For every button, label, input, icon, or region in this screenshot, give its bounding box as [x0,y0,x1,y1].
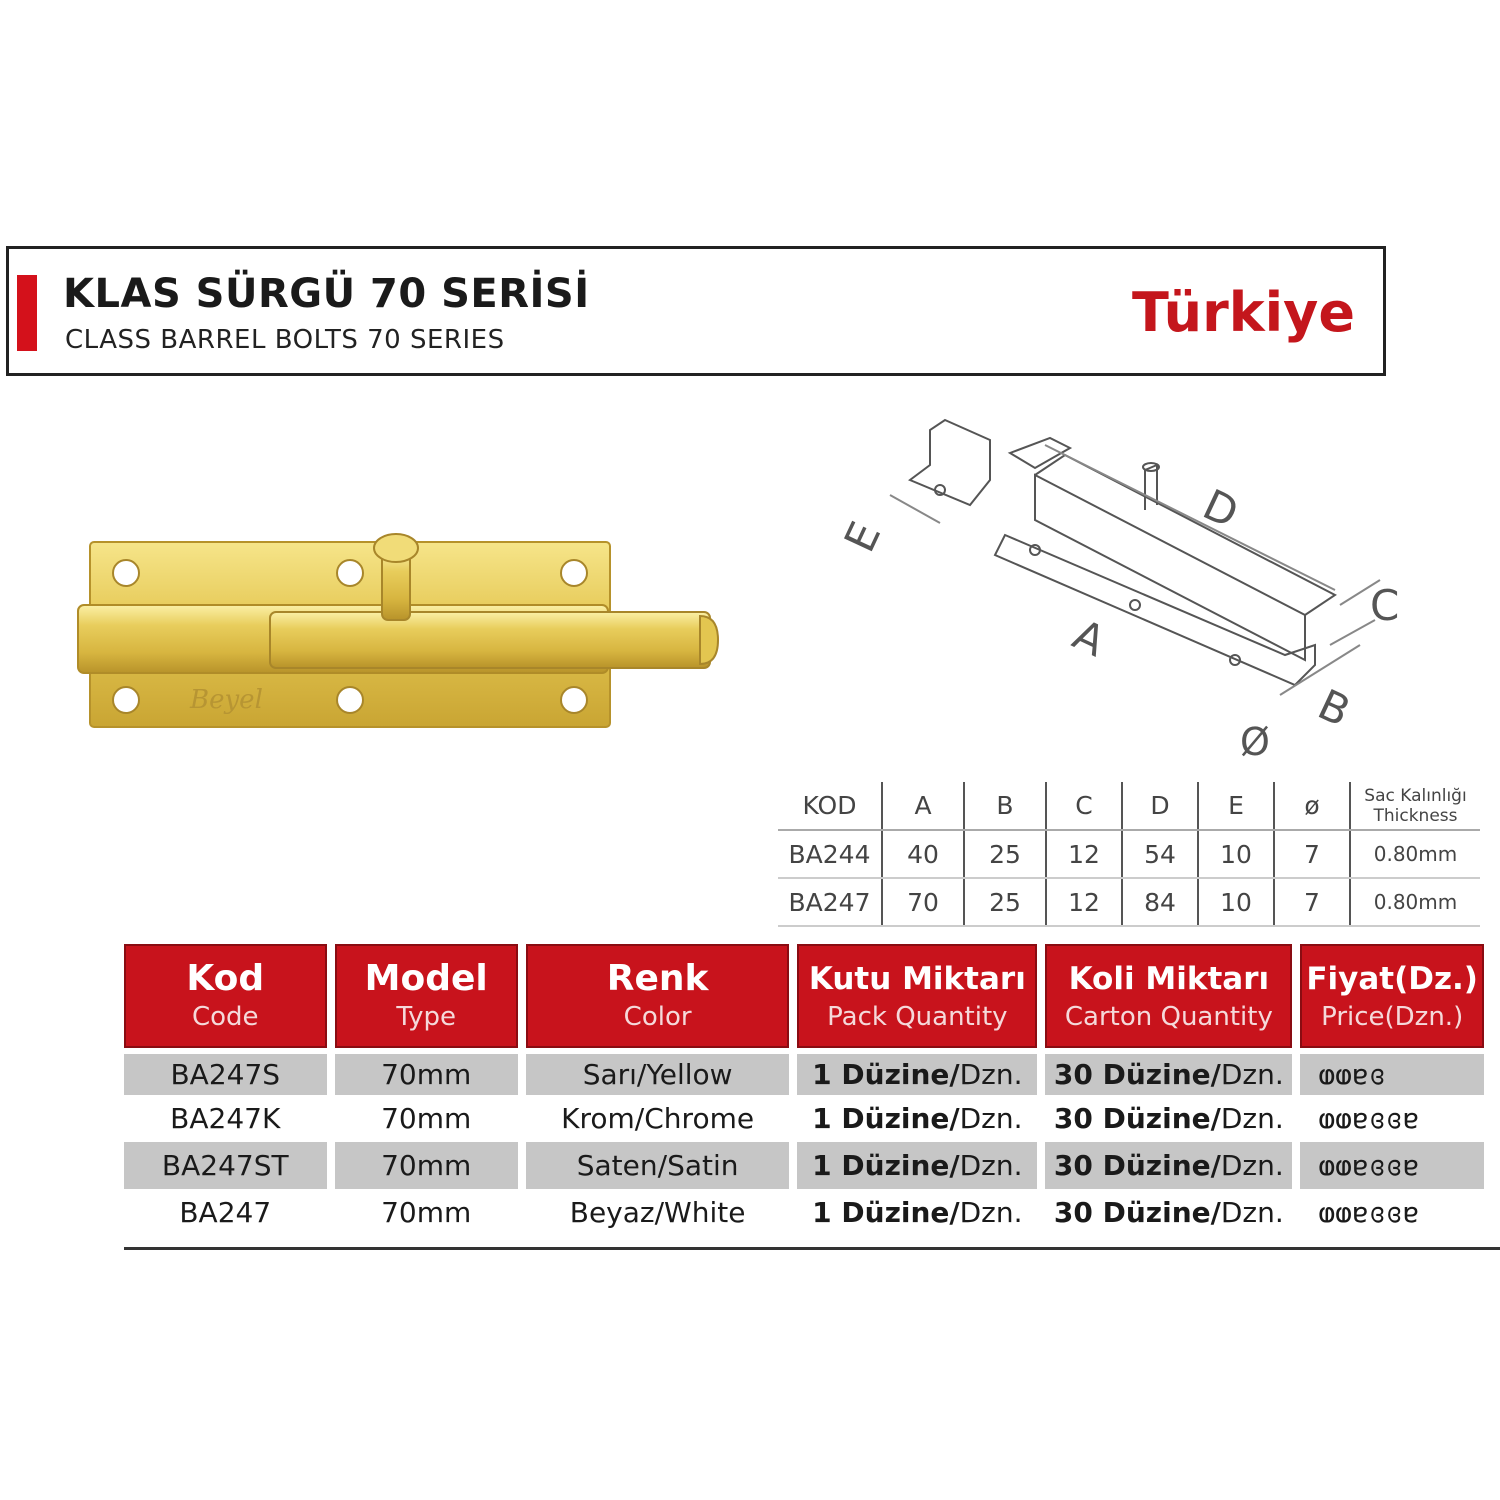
cell-color [526,1048,789,1095]
pack-en: Dzn. [959,1102,1023,1135]
page-title: KLAS SÜRGÜ 70 SERİSİ [63,271,590,317]
label-e: E [834,514,891,560]
cell-price: ⱷⱷɐɞɞɐ [1318,1102,1420,1135]
cell-pack [797,1048,1037,1095]
brand-logo: Türkiye [1131,281,1355,344]
cell-carton [1045,1048,1292,1095]
dim-cell: 12 [1046,830,1122,878]
label-d: D [1195,479,1246,538]
cell-pack [797,1189,1037,1236]
header-carton [1045,944,1292,1048]
dim-cell: 7 [1274,878,1350,926]
table-bottom-rule [124,1247,1500,1250]
cell-color [526,1095,789,1142]
dim-cell: 10 [1198,878,1274,926]
table-row [124,1048,1484,1095]
cell-price: ⱷⱷɐɞɞɐ [1318,1196,1420,1229]
cell-type: 70mm [335,1142,518,1189]
cell-pack [797,1142,1037,1189]
header-code-en: Code [191,1002,259,1032]
dim-cell: 25 [964,830,1046,878]
cell-code: BA247S [124,1048,327,1095]
carton-tr: 30 Düzine/ [1053,1102,1221,1135]
page-subtitle: CLASS BARREL BOLTS 70 SERIES [65,325,505,355]
dim-header-a: A [882,782,964,830]
cell-color [526,1142,789,1189]
dim-cell: 40 [882,830,964,878]
header-color-en: Color [623,1002,692,1032]
dim-cell: 10 [1198,830,1274,878]
cell-carton [1045,1095,1292,1142]
carton-tr: 30 Düzine/ [1053,1149,1221,1182]
carton-en: Dzn. [1220,1102,1284,1135]
label-diameter: Ø [1240,720,1270,764]
label-c: C [1370,581,1400,630]
dim-cell: 25 [964,878,1046,926]
dim-cell: BA244 [778,830,882,878]
header-carton-tr: Koli Miktarı [1068,961,1270,997]
pack-tr: 1 Düzine/ [812,1149,960,1182]
color-en: Yellow [646,1058,733,1091]
header-carton-en: Carton Quantity [1064,1002,1273,1032]
product-table [116,944,1492,1236]
cell-color [526,1189,789,1236]
dim-row [778,878,1480,926]
carton-en: Dzn. [1220,1196,1284,1229]
dim-cell: 54 [1122,830,1198,878]
technical-drawing [834,395,1460,775]
dim-header-b: B [964,782,1046,830]
label-a: A [1065,609,1113,667]
header-type-en: Type [396,1002,457,1032]
cell-code: BA247ST [124,1142,327,1189]
carton-en: Dzn. [1220,1058,1284,1091]
dim-cell: BA247 [778,878,882,926]
dim-header-e: E [1198,782,1274,830]
pack-en: Dzn. [959,1196,1023,1229]
color-en: Chrome [644,1102,755,1135]
product-photo [70,520,730,750]
pack-en: Dzn. [959,1149,1023,1182]
dim-cell: 0.80mm [1350,878,1480,926]
header-price-tr: Fiyat(Dz.) [1306,961,1478,997]
brand-engraving: Beyel [190,685,263,715]
dim-header-diameter: ø [1274,782,1350,830]
header-type [335,944,518,1048]
header-pack [797,944,1037,1048]
color-tr: Beyaz/ [569,1196,665,1229]
dimension-table [778,782,1480,927]
dim-cell: 7 [1274,830,1350,878]
cell-code: BA247 [179,1196,272,1229]
header-price [1300,944,1484,1048]
thickness-header-en: Thickness [1373,805,1458,826]
header-color-tr: Renk [606,958,709,999]
cell-pack [797,1095,1037,1142]
header-pack-tr: Kutu Miktarı [808,961,1026,997]
label-b: B [1310,679,1358,737]
color-en: White [664,1196,746,1229]
dim-header-c: C [1046,782,1122,830]
cell-carton [1045,1189,1292,1236]
table-row [124,1142,1484,1189]
dim-cell: 84 [1122,878,1198,926]
cell-code: BA247K [170,1102,281,1135]
header-code [124,944,327,1048]
dim-header-thickness [1350,782,1480,830]
cell-type: 70mm [381,1196,472,1229]
cell-carton [1045,1142,1292,1189]
dim-cell: 70 [882,878,964,926]
header-type-tr: Model [364,958,488,999]
dim-header-kod: KOD [778,782,882,830]
color-en: Satin [667,1149,739,1182]
pack-tr: 1 Düzine/ [812,1102,960,1135]
cell-type: 70mm [335,1048,518,1095]
carton-en: Dzn. [1220,1149,1284,1182]
table-row [124,1095,1484,1142]
header-pack-en: Pack Quantity [827,1002,1008,1032]
pack-tr: 1 Düzine/ [812,1196,960,1229]
pack-en: Dzn. [959,1058,1023,1091]
dim-cell: 0.80mm [1350,830,1480,878]
accent-bar [17,275,37,351]
dim-cell: 12 [1046,878,1122,926]
pack-tr: 1 Düzine/ [812,1058,960,1091]
carton-tr: 30 Düzine/ [1053,1196,1221,1229]
dim-header-d: D [1122,782,1198,830]
color-tr: Saten/ [576,1149,668,1182]
cell-price: ⱷⱷɐɞ [1300,1048,1484,1095]
header-code-tr: Kod [186,958,265,999]
header-color [526,944,789,1048]
color-tr: Krom/ [561,1102,645,1135]
color-tr: Sarı/ [582,1058,647,1091]
header-box [6,246,1386,376]
table-row [124,1189,1484,1236]
cell-price: ⱷⱷɐɞɞɐ [1300,1142,1484,1189]
dim-row [778,830,1480,878]
carton-tr: 30 Düzine/ [1053,1058,1221,1091]
thickness-header-tr: Sac Kalınlığı [1364,785,1467,806]
header-price-en: Price(Dzn.) [1321,1002,1464,1032]
cell-type: 70mm [381,1102,472,1135]
